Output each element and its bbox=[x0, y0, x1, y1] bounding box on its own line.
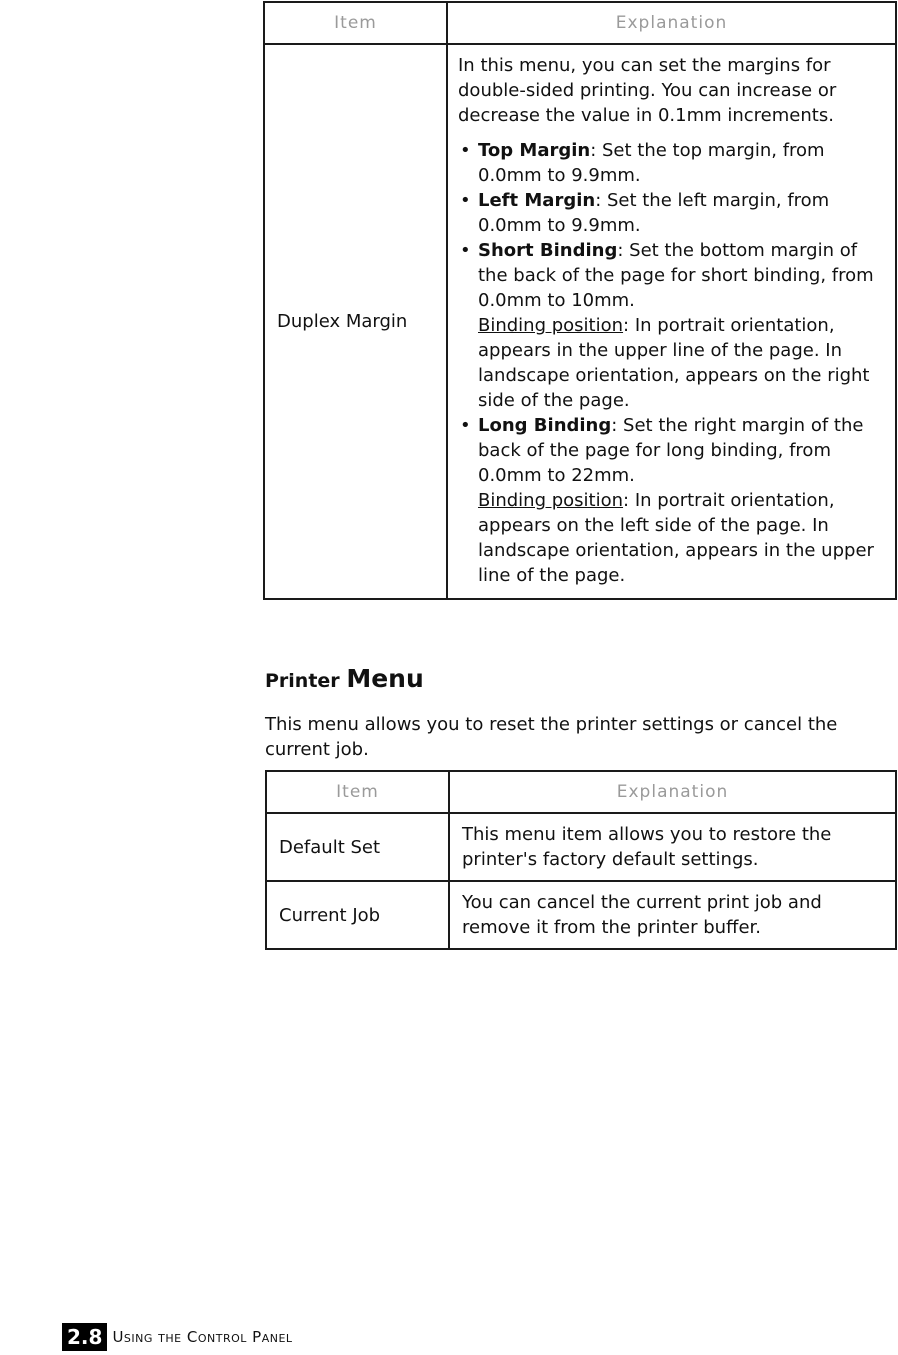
short-binding-position-text: : In portrait orientation, appears in the upper line of the page. In landscape orientation, appears on the right side of the page. bbox=[478, 315, 870, 411]
header-item: Item bbox=[264, 2, 447, 44]
term-top-margin: Top Margin bbox=[478, 140, 591, 161]
table-row bbox=[266, 881, 896, 949]
table-row bbox=[264, 44, 896, 599]
duplex-margin-table bbox=[263, 1, 897, 600]
desc-left-margin: : Set the left margin, from 0.0mm to 9.9mm. bbox=[478, 190, 830, 236]
list-item-top-margin bbox=[458, 138, 883, 188]
item-cell: Duplex Margin bbox=[264, 44, 447, 599]
explanation-cell bbox=[447, 44, 896, 599]
header-item: Item bbox=[266, 771, 449, 813]
explanation-cell: You can cancel the current print job and remove it from the printer buffer. bbox=[449, 881, 896, 949]
table-row bbox=[266, 813, 896, 881]
short-binding-position-label: Binding position bbox=[478, 315, 624, 336]
printer-menu-intro: This menu allows you to reset the printer settings or cancel the current job. bbox=[265, 714, 838, 760]
chapter-title: Using the Control Panel bbox=[112, 1328, 293, 1346]
printer-menu-heading bbox=[265, 664, 424, 693]
page-footer bbox=[62, 1323, 293, 1351]
header-explanation: Explanation bbox=[449, 771, 896, 813]
list-item-left-margin bbox=[458, 188, 883, 238]
margin-list bbox=[458, 138, 883, 588]
desc-long-binding: : Set the right margin of the back of the page for long binding, from 0.0mm to 22mm. bbox=[478, 415, 864, 486]
header-explanation: Explanation bbox=[447, 2, 896, 44]
long-binding-position-text: : In portrait orientation, appears on the left side of the page. In landscape orientation, appears in the upper line of the page. bbox=[478, 490, 874, 586]
printer-menu-table bbox=[265, 770, 897, 950]
item-cell: Default Set bbox=[266, 813, 449, 881]
term-long-binding: Long Binding bbox=[478, 415, 612, 436]
table-header-row bbox=[266, 771, 896, 813]
term-left-margin: Left Margin bbox=[478, 190, 596, 211]
explanation-cell: This menu item allows you to restore the printer's factory default settings. bbox=[449, 813, 896, 881]
list-item-short-binding bbox=[458, 238, 883, 413]
desc-top-margin: : Set the top margin, from 0.0mm to 9.9mm. bbox=[478, 140, 825, 186]
heading-prefix: Printer bbox=[265, 670, 340, 692]
term-short-binding: Short Binding bbox=[478, 240, 618, 261]
heading-main: Menu bbox=[346, 664, 424, 693]
duplex-intro: In this menu, you can set the margins for double-sided printing. You can increase or decrease the value in 0.1mm increments. bbox=[458, 55, 837, 126]
page-number-badge: 2.8 bbox=[62, 1323, 107, 1351]
list-item-long-binding bbox=[458, 413, 883, 588]
item-cell: Current Job bbox=[266, 881, 449, 949]
desc-short-binding: : Set the bottom margin of the back of the page for short binding, from 0.0mm to 10mm. bbox=[478, 240, 874, 311]
table-header-row bbox=[264, 2, 896, 44]
long-binding-position-label: Binding position bbox=[478, 490, 624, 511]
